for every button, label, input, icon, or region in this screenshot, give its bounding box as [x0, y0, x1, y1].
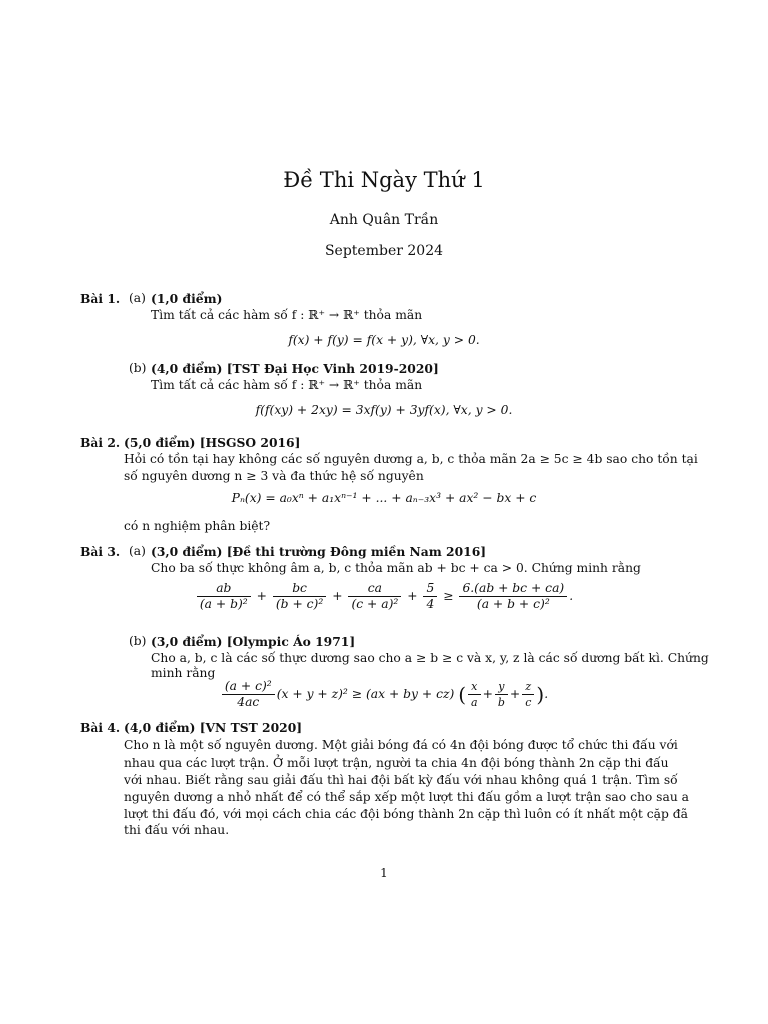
problem-1-label: Bài 1. — [80, 291, 121, 306]
problem-3a-item: (a) — [129, 544, 146, 558]
problem-1a-equation: f(x) + f(y) = f(x + y), ∀x, y > 0. — [288, 333, 480, 347]
problem-3b-points: (3,0 điểm) [Olympic Áo 1971] — [151, 634, 356, 649]
problem-4-line-6: thi đấu với nhau. — [124, 823, 230, 837]
problem-2-points: (5,0 điểm) [HSGSO 2016] — [124, 435, 301, 450]
problem-2-equation: Pₙ(x) = a₀xⁿ + a₁xⁿ⁻¹ + ... + aₙ₋₃x³ + ax² − bx + c — [231, 491, 537, 505]
problem-1b-equation: f(f(xy) + 2xy) = 3xf(y) + 3yf(x), ∀x, y > 0. — [255, 403, 513, 417]
problem-4-line-4: nguyên dương a nhỏ nhất để có thể sắp xếp một lượt thi đấu gồm a lượt trận sao cho sau a — [124, 790, 689, 804]
document-title: Đề Thi Ngày Thứ 1 — [283, 168, 485, 192]
document-date: September 2024 — [324, 243, 444, 259]
problem-1a-item: (a) — [129, 291, 146, 305]
problem-4-line-1: Cho n là một số nguyên dương. Một giải bóng đá có 4n đội bóng được tổ chức thi đấu với — [124, 738, 678, 752]
problem-3a-statement: Cho ba số thực không âm a, b, c thỏa mãn ab + bc + ca > 0. Chứng minh rằng — [151, 561, 641, 575]
problem-2-line-1: Hỏi có tồn tại hay không các số nguyên dương a, b, c thỏa mãn 2a ≥ 5c ≥ 4b sao cho tồn tại — [124, 452, 698, 466]
problem-4-line-5: lượt thi đấu đó, với mọi cách chia các đội bóng thành 2n cặp thì luôn có ít nhất một cặp đã — [124, 807, 688, 821]
problem-2-line-2: số nguyên dương n ≥ 3 và đa thức hệ số nguyên — [124, 469, 424, 483]
fraction-rhs: $\frac{6.(ab + bc + ca)}{\text{(a + b + c)²}}$ — [459, 581, 567, 612]
problem-4-line-3: với nhau. Biết rằng sau giải đấu thì hai đội bất kỳ đấu với nhau không quá 1 trận. Tìm số — [124, 773, 678, 787]
problem-3b-line-2: minh rằng — [151, 666, 216, 680]
fraction-z-over-c: $\frac{z}{c}$ — [522, 679, 534, 710]
problem-1b-item: (b) — [129, 361, 147, 375]
problem-1a-statement: Tìm tất cả các hàm số f : ℝ⁺ → ℝ⁺ thỏa mãn — [151, 308, 423, 322]
problem-3-label: Bài 3. — [80, 544, 121, 559]
problem-1b-statement: Tìm tất cả các hàm số f : ℝ⁺ → ℝ⁺ thỏa mãn — [151, 378, 423, 392]
page-number: 1 — [380, 866, 388, 880]
fraction-a-plus-c: $\frac{\text{(a + c)²}}{4ac}$ — [222, 679, 275, 710]
problem-2-label: Bài 2. — [80, 435, 121, 450]
fraction-x-over-a: $\frac{x}{a}$ — [468, 679, 481, 710]
document-author: Anh Quân Trần — [329, 212, 439, 228]
problem-4-points: (4,0 điểm) [VN TST 2020] — [124, 720, 303, 735]
fraction-ca: $\frac{ca}{\text{(c + a)²}}$ — [348, 581, 401, 612]
problem-4-line-2: nhau qua các lượt trận. Ở mỗi lượt trận, người ta chia 4n đội bóng thành 2n cặp thi đấu — [124, 756, 669, 770]
problem-3b-line-1: Cho a, b, c là các số thực dương sao cho a ≥ b ≥ c và x, y, z là các số dương bất kì. Chứng — [151, 651, 709, 665]
problem-3b-item: (b) — [129, 634, 147, 648]
problem-3b-inequality: $\frac{\text{(a + c)²}}{4ac}$ (x + y + z)² ≥ (ax + by + cz) ( $\frac{x}{a}$ + $\frac{y}{b}$ + $\frac{z}{c}$ ). — [0, 679, 768, 710]
problem-3a-points: (3,0 điểm) [Đề thi trường Đông miền Nam 2016] — [151, 544, 487, 559]
problem-3a-inequality: $\frac{ab}{\text{(a + b)²}}$ + $\frac{bc}{\text{(b + c)²}}$ + $\frac{ca}{\text{(c + a)²}}$ + $\frac{5}{4}$ ≥ $\frac{6.(ab + bc + ca)}{\text{(a + b + c)²}}$ . — [0, 581, 768, 612]
problem-2-question: có n nghiệm phân biệt? — [124, 519, 271, 533]
fraction-five-fourths: $\frac{5}{4}$ — [423, 581, 437, 612]
fraction-ab: $\frac{ab}{\text{(a + b)²}}$ — [197, 581, 251, 612]
problem-1a-points: (1,0 điểm) — [151, 291, 223, 306]
fraction-bc: $\frac{bc}{\text{(b + c)²}}$ — [273, 581, 326, 612]
fraction-y-over-b: $\frac{y}{b}$ — [495, 679, 508, 710]
problem-4-label: Bài 4. — [80, 720, 121, 735]
problem-1b-points: (4,0 điểm) [TST Đại Học Vinh 2019-2020] — [151, 361, 439, 376]
